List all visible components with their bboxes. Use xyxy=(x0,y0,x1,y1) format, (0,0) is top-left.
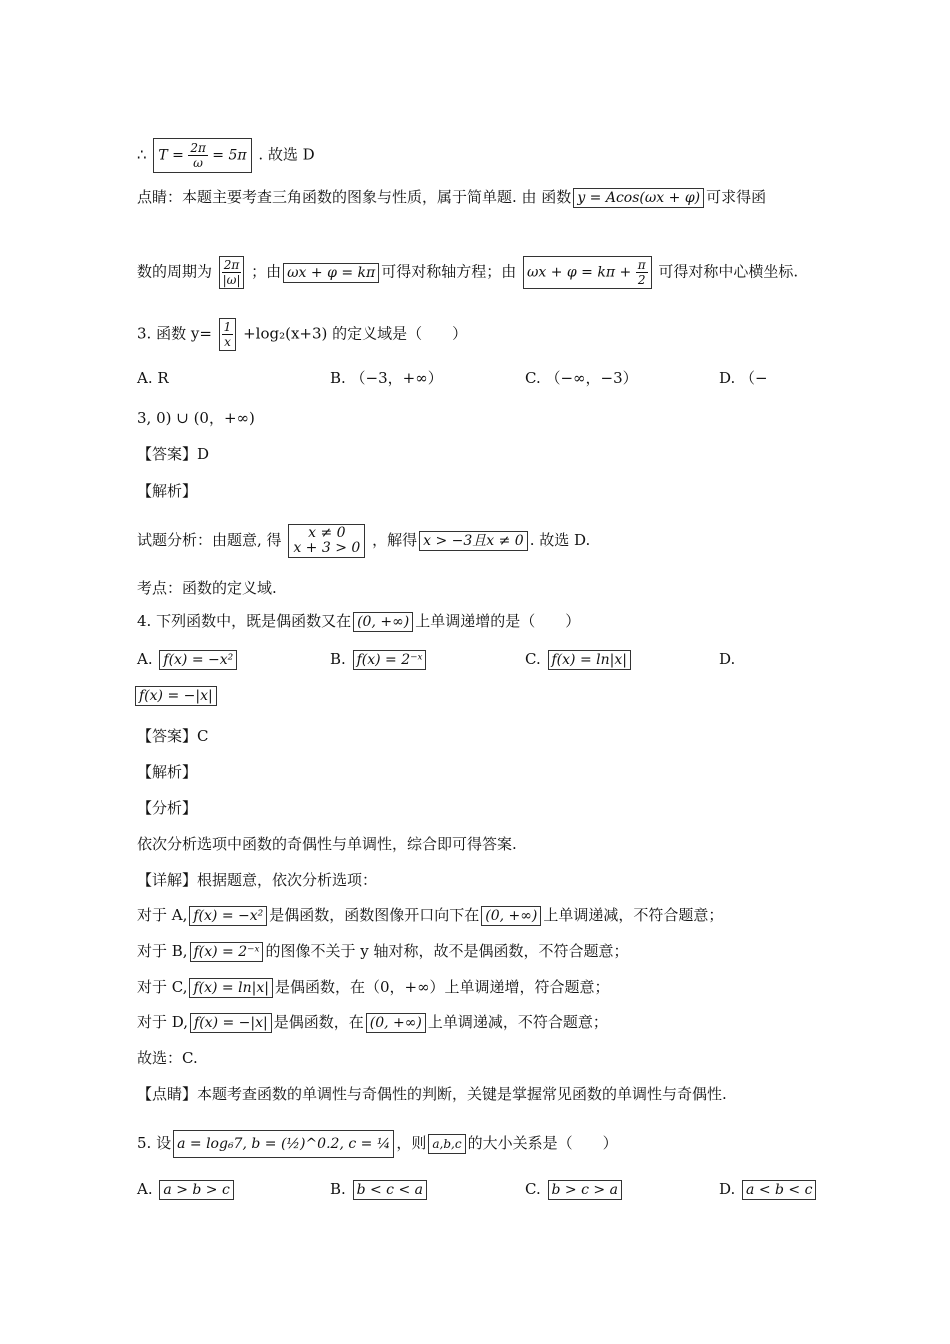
formula-system: x ≠ 0 x + 3 > 0 xyxy=(288,524,365,558)
q3-jiexi: 【解析】 xyxy=(137,482,198,500)
period-formula: T = $\frac{2\pi}{\omega}$ = 5π xyxy=(153,138,251,173)
q5-option-b: B. b < c < a xyxy=(330,1178,429,1200)
q3-option-d-cont: 3, 0) ∪ (0，+∞) xyxy=(137,409,255,427)
q3-analysis: 试题分析：由题意, 得 x ≠ 0 x + 3 > 0 ，解得 x > −3且x ≠ 0 . 故选 D. xyxy=(137,525,591,556)
therefore-symbol: ∴ xyxy=(137,145,147,164)
q5-option-c: C. b > c > a xyxy=(525,1178,624,1200)
question-5: 5. 设 a = log₆7, b = (½)^0.2, c = ¼ ，则 a,b,c 的大小关系是（ ） xyxy=(137,1130,618,1158)
question-3: 3. 函数 y= $\frac{1}{x}$ +log₂(x+3) 的定义域是（ ） xyxy=(137,320,468,349)
formula-sqrt-frac: $\frac{1}{x}$ xyxy=(219,318,237,351)
q4-option-a: A. f(x) = −x² xyxy=(137,648,239,670)
line-period-desc: 数的周期为 $\frac{2\pi}{|\omega|}$ ；由 ωx + φ = kπ 可得对称轴方程；由 ωx + φ = kπ + $\frac{\pi}{2}$ 可得对称中心横坐标. xyxy=(137,258,799,287)
q4-fenxi-text: 依次分析选项中函数的奇偶性与单调性，综合即可得答案. xyxy=(137,835,517,853)
formula-center: ωx + φ = kπ + $\frac{\pi}{2}$ xyxy=(523,256,652,289)
formula-acos: y = Acos(ωx + φ) xyxy=(573,188,704,208)
q5-option-d: D. a < b < c xyxy=(719,1178,818,1200)
line-dianjing: 点睛：本题主要考查三角函数的图象与性质，属于简单题. 由 函数 y = Acos(ωx + φ) 可求得函 xyxy=(137,188,767,206)
q3-option-c: C. （−∞，−3） xyxy=(525,369,638,387)
formula-abc: a = log₆7, b = (½)^0.2, c = ¼ xyxy=(173,1130,394,1158)
q3-option-d: D. （− xyxy=(719,369,768,387)
q4-detail-a: 对于 A, f(x) = −x² 是偶函数，函数图像开口向下在 (0, +∞) 上单调递减，不符合题意； xyxy=(137,906,724,924)
q4-jiexi: 【解析】 xyxy=(137,763,198,781)
q4-option-d-label: D. xyxy=(719,650,736,668)
line-period: ∴ T = $\frac{2\pi}{\omega}$ = 5π . 故选 D xyxy=(137,138,315,173)
formula-solution: x > −3且x ≠ 0 xyxy=(419,531,528,551)
formula-period: $\frac{2\pi}{|\omega|}$ xyxy=(219,256,245,289)
q3-answer: 【答案】D xyxy=(137,445,210,463)
q3-option-a: A. R xyxy=(137,369,169,387)
q4-option-c: C. f(x) = ln|x| xyxy=(525,648,633,670)
q4-detail-b: 对于 B, f(x) = 2⁻ˣ 的图像不关于 y 轴对称，故不是偶函数，不符合题意； xyxy=(137,942,629,960)
q4-fenxi: 【分析】 xyxy=(137,799,198,817)
interval-formula: (0, +∞) xyxy=(353,612,413,632)
q4-detail: 【详解】根据题意，依次分析选项： xyxy=(137,871,378,889)
q4-option-b: B. f(x) = 2⁻ˣ xyxy=(330,648,428,670)
q4-dianjing: 【点睛】本题考查函数的单调性与奇偶性的判断，关键是掌握常见函数的单调性与奇偶性. xyxy=(137,1085,727,1103)
q4-option-d: f(x) = −|x| xyxy=(133,684,219,706)
q4-detail-d: 对于 D, f(x) = −|x| 是偶函数，在 (0, +∞) 上单调递减，不符合题意； xyxy=(137,1013,608,1031)
formula-abc-vars: a,b,c xyxy=(428,1134,465,1154)
q4-choose: 故选：C. xyxy=(137,1049,198,1067)
q3-kaodian: 考点：函数的定义域. xyxy=(137,579,277,597)
q5-option-a: A. a > b > c xyxy=(137,1178,236,1200)
formula-axis: ωx + φ = kπ xyxy=(283,263,379,283)
q4-detail-c: 对于 C, f(x) = ln|x| 是偶函数，在（0，+∞）上单调递增，符合题意； xyxy=(137,978,610,996)
question-4: 4. 下列函数中，既是偶函数又在 (0, +∞) 上单调递增的是（ ） xyxy=(137,612,581,630)
q3-option-b: B. （−3，+∞） xyxy=(330,369,443,387)
q4-answer: 【答案】C xyxy=(137,727,209,745)
